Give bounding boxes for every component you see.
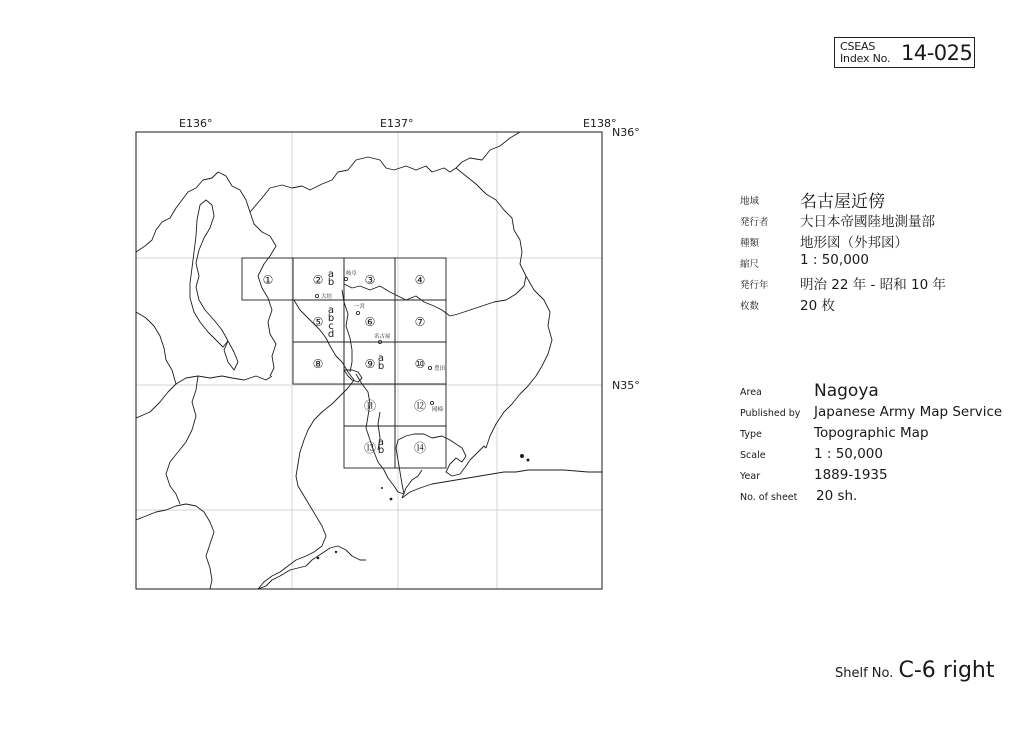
lake-biwa-south xyxy=(224,341,238,370)
latitude-label: N35° xyxy=(612,379,640,392)
info-jp-label: 種類 xyxy=(740,238,760,249)
info-en-label: Type xyxy=(740,429,762,440)
sheet-sub-letter: b xyxy=(327,277,335,288)
latitude-label: N36° xyxy=(612,126,640,139)
prefecture-border xyxy=(450,168,526,316)
sheet-number: ③ xyxy=(364,273,376,287)
sheet-number: ⑩ xyxy=(414,357,426,371)
sheet-sub-letter: a xyxy=(377,437,385,448)
index-label: Index No. xyxy=(840,52,891,65)
town-label: 大垣 xyxy=(321,294,333,300)
town-marker xyxy=(344,277,347,280)
island xyxy=(335,551,337,553)
town-marker xyxy=(430,401,433,404)
sheet-sub-letter: a xyxy=(327,269,335,280)
info-en-value: Nagoya xyxy=(814,381,879,401)
info-en-value: 1889-1935 xyxy=(814,467,888,483)
sheet-number: ⑤ xyxy=(312,315,324,329)
info-en-value: Topographic Map xyxy=(814,425,929,441)
ise-bay-coast xyxy=(258,380,354,589)
town-label: 一宮 xyxy=(354,304,366,310)
prefecture-border xyxy=(136,172,218,252)
town-marker xyxy=(428,366,431,369)
prefecture-border xyxy=(456,132,520,168)
sheet-number: ⑦ xyxy=(414,315,426,329)
town-label: 岡崎 xyxy=(432,407,444,413)
info-en-label: No. of sheet xyxy=(740,492,798,503)
sheet-sub-letters xyxy=(328,269,384,456)
info-jp-label: 縮尺 xyxy=(740,259,760,270)
info-jp-value: 大日本帝國陸地測量部 xyxy=(800,214,935,230)
longitude-label: E137° xyxy=(380,117,414,130)
prefecture-border xyxy=(136,504,214,589)
islands xyxy=(317,454,530,559)
info-en-label: Year xyxy=(740,471,761,482)
index-org: CSEAS xyxy=(840,40,876,53)
sheet-sub-letter: d xyxy=(327,329,335,340)
sheet-sub-letter: b xyxy=(327,313,335,324)
island xyxy=(390,498,393,501)
prefecture-border xyxy=(136,376,272,418)
sheet-number: ① xyxy=(262,273,274,287)
sheet-number: ⑬ xyxy=(363,441,377,455)
atsumi-peninsula xyxy=(402,470,422,498)
island xyxy=(527,459,530,462)
prefecture-border xyxy=(294,300,354,380)
sheet-number: ④ xyxy=(414,273,426,287)
info-jp-value: 地形図（外邦図） xyxy=(800,235,908,251)
sheet-sub-letter: a xyxy=(327,305,335,316)
sheet-number: ② xyxy=(312,273,324,287)
atsumi-peninsula xyxy=(402,470,602,498)
prefecture-border xyxy=(218,157,456,212)
island xyxy=(520,454,524,458)
info-en-value: Japanese Army Map Service xyxy=(814,404,1003,420)
info-jp-label: 枚数 xyxy=(740,301,760,312)
island xyxy=(381,487,383,489)
sheet-sub-letter: a xyxy=(377,353,385,364)
info-en-value: 20 sh. xyxy=(816,488,858,504)
shima-coast xyxy=(258,546,366,589)
sheet-number: ⑭ xyxy=(413,441,427,455)
lake-biwa xyxy=(190,200,228,347)
sheet-sub-letter: b xyxy=(377,445,385,456)
prefecture-border xyxy=(176,494,180,504)
info-en-label: Area xyxy=(740,387,762,398)
prefecture-border xyxy=(136,312,176,384)
town-labels xyxy=(321,269,446,413)
info-en-label: Published by xyxy=(740,408,801,419)
chita-peninsula xyxy=(356,374,486,494)
shelf-value: C-6 right xyxy=(898,658,995,683)
shelf-number xyxy=(835,658,994,683)
sheet-number: ⑫ xyxy=(413,399,427,413)
shelf-label: Shelf No. xyxy=(835,666,894,681)
info-jp-value: 1 : 50,000 xyxy=(800,252,869,268)
info-en-value: 1 : 50,000 xyxy=(814,446,883,462)
longitude-label: E136° xyxy=(179,117,213,130)
prefecture-border xyxy=(166,376,198,494)
town-label: 豊田 xyxy=(434,366,446,372)
town-label: 岐阜 xyxy=(346,271,358,277)
town-label: 名古屋 xyxy=(374,334,391,340)
sheet-number: ⑪ xyxy=(363,399,377,413)
nagoya-harbor xyxy=(344,370,362,382)
sheet-sub-letter: b xyxy=(377,361,385,372)
info-en-label: Scale xyxy=(740,450,766,461)
sheet-sub-letter: c xyxy=(328,321,334,332)
town-marker xyxy=(315,294,318,297)
longitude-label: E138° xyxy=(583,117,617,130)
info-jp-value: 20 枚 xyxy=(800,298,835,314)
info-jp-value: 名古屋近傍 xyxy=(800,192,885,212)
kiso-river xyxy=(342,290,352,372)
town-marker xyxy=(356,311,359,314)
sheet-number: ⑨ xyxy=(364,357,376,371)
sheet-number: ⑧ xyxy=(312,357,324,371)
island xyxy=(317,557,320,560)
info-jp-label: 地域 xyxy=(740,196,760,207)
index-number: 14-025 xyxy=(901,41,973,65)
sheet-number: ⑥ xyxy=(364,315,376,329)
info-jp-label: 発行年 xyxy=(740,280,769,291)
info-jp-value: 明治 22 年 - 昭和 10 年 xyxy=(800,277,946,293)
info-jp-label: 発行者 xyxy=(740,217,769,228)
prefecture-border xyxy=(250,212,276,376)
